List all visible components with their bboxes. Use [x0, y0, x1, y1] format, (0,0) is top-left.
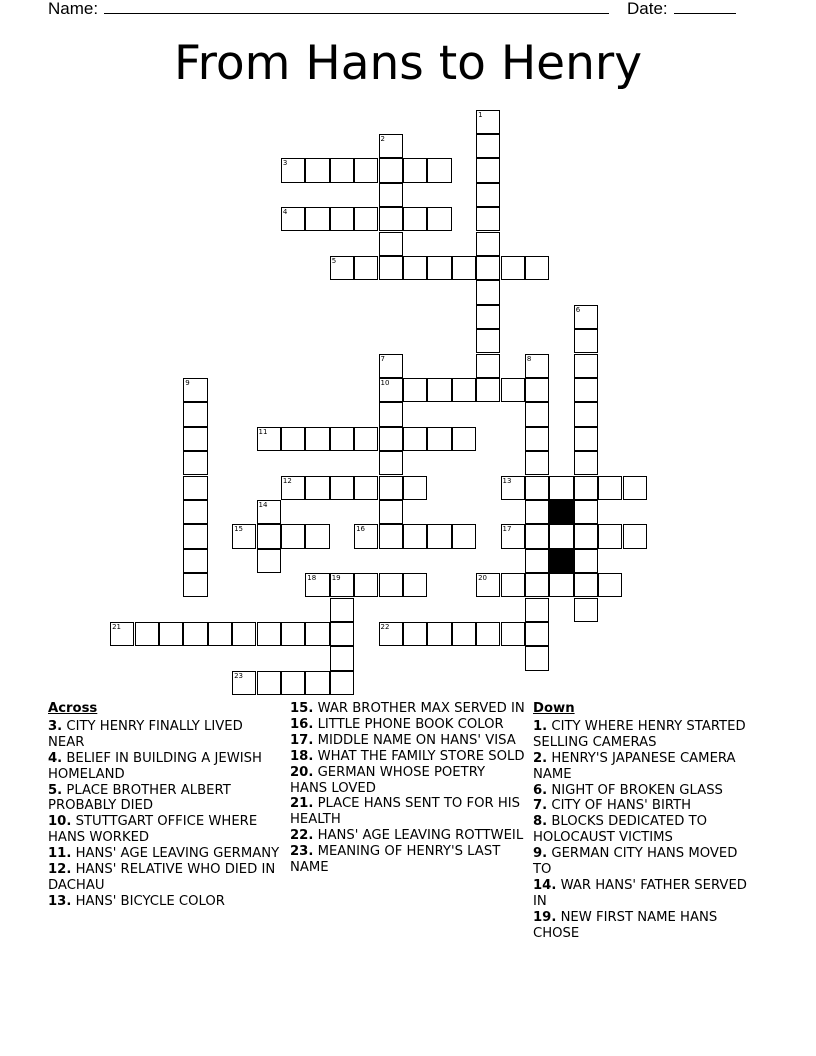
- clue-number: 5: [331, 256, 337, 265]
- grid-cell[interactable]: [183, 573, 207, 597]
- grid-cell[interactable]: [232, 622, 256, 646]
- clue-item: [533, 719, 758, 751]
- grid-cell[interactable]: [501, 573, 525, 597]
- clue-number: 8: [526, 354, 532, 363]
- grid-cell[interactable]: [427, 622, 451, 646]
- clue-number-label: 15.: [290, 701, 314, 716]
- grid-cell[interactable]: [281, 427, 305, 451]
- grid-cell[interactable]: [379, 622, 403, 646]
- clue-item: [533, 783, 758, 799]
- grid-cell[interactable]: [281, 207, 305, 231]
- clue-number: 7: [380, 354, 385, 363]
- clue-text: WAR HANS' FATHER SERVED IN: [533, 877, 747, 909]
- across-clues-col2: [290, 701, 525, 876]
- clue-number-label: 16.: [290, 716, 314, 732]
- grid-cell[interactable]: [525, 256, 549, 280]
- across-heading: Across: [48, 701, 98, 716]
- grid-cell[interactable]: [476, 305, 500, 329]
- grid-cell[interactable]: [623, 524, 647, 548]
- down-clues: [533, 701, 758, 942]
- grid-cell[interactable]: [183, 402, 207, 426]
- clue-number: 4: [282, 208, 288, 217]
- grid-cell[interactable]: [354, 256, 378, 280]
- grid-cell[interactable]: [183, 500, 207, 524]
- grid-cell[interactable]: [379, 573, 403, 597]
- clue-text: HANS' BICYCLE COLOR: [71, 893, 225, 909]
- clue-number-label: 23.: [290, 844, 314, 860]
- grid-cell[interactable]: [330, 598, 354, 622]
- clue-number: 12: [282, 476, 292, 485]
- clue-number: 17: [502, 525, 512, 534]
- grid-cell[interactable]: [379, 378, 403, 402]
- grid-cell[interactable]: [452, 524, 476, 548]
- name-label: Name:: [48, 0, 99, 18]
- grid-cell[interactable]: [525, 500, 549, 524]
- grid-cell[interactable]: [257, 524, 281, 548]
- grid-cell[interactable]: [574, 305, 598, 329]
- grid-cell[interactable]: [501, 476, 525, 500]
- grid-cell[interactable]: [623, 476, 647, 500]
- clue-number: 19: [331, 574, 341, 583]
- grid-cell[interactable]: [549, 476, 573, 500]
- grid-cell[interactable]: [257, 671, 281, 695]
- grid-cell[interactable]: [403, 524, 427, 548]
- clue-item: [48, 862, 283, 894]
- clue-text: WHAT THE FAMILY STORE SOLD: [313, 748, 525, 764]
- grid-cell[interactable]: [427, 207, 451, 231]
- clue-number-label: 22.: [290, 828, 314, 844]
- grid-cell[interactable]: [574, 598, 598, 622]
- grid-cell[interactable]: [403, 427, 427, 451]
- grid-cell[interactable]: [135, 622, 159, 646]
- clue-number-label: 1.: [533, 718, 548, 734]
- grid-cell[interactable]: [354, 476, 378, 500]
- across-clues-col1: [48, 701, 283, 910]
- grid-cell[interactable]: [354, 573, 378, 597]
- clue-text: HANS' RELATIVE WHO DIED IN DACHAU: [48, 862, 276, 893]
- clue-number: 22: [380, 622, 390, 631]
- clue-text: CITY OF HANS' BIRTH: [547, 798, 692, 814]
- grid-cell[interactable]: [330, 573, 354, 597]
- clue-number: 20: [478, 574, 488, 583]
- grid-cell[interactable]: [379, 524, 403, 548]
- grid-cell[interactable]: [379, 476, 403, 500]
- clue-number-label: 2.: [533, 750, 548, 766]
- blocked-cell: [549, 549, 573, 573]
- grid-cell[interactable]: [257, 622, 281, 646]
- clue-item: [48, 894, 283, 910]
- grid-cell[interactable]: [476, 573, 500, 597]
- grid-cell[interactable]: [525, 354, 549, 378]
- grid-cell[interactable]: [379, 232, 403, 256]
- grid-cell[interactable]: [330, 646, 354, 670]
- clue-item: [533, 846, 758, 878]
- clue-item: [533, 910, 758, 942]
- grid-cell[interactable]: [281, 524, 305, 548]
- clue-text: CITY WHERE HENRY STARTED SELLING CAMERAS: [533, 718, 746, 750]
- grid-cell[interactable]: [305, 427, 329, 451]
- grid-cell[interactable]: [281, 476, 305, 500]
- clue-number-label: 6.: [533, 782, 548, 798]
- grid-cell[interactable]: [427, 158, 451, 182]
- clue-number-label: 10.: [48, 814, 72, 830]
- clue-number-label: 11.: [48, 846, 72, 862]
- clue-number-label: 4.: [48, 750, 63, 766]
- clue-item: [290, 701, 525, 717]
- clue-text: MEANING OF HENRY'S LAST NAME: [290, 844, 501, 876]
- grid-cell[interactable]: [574, 378, 598, 402]
- grid-cell[interactable]: [501, 378, 525, 402]
- clue-item: [290, 717, 525, 733]
- clue-text: GERMAN CITY HANS MOVED TO: [533, 846, 738, 878]
- grid-cell[interactable]: [354, 524, 378, 548]
- clue-number-label: 7.: [533, 798, 548, 814]
- grid-cell[interactable]: [183, 622, 207, 646]
- grid-cell[interactable]: [476, 110, 500, 134]
- clue-item: [48, 751, 283, 783]
- clue-item: [290, 796, 525, 828]
- grid-cell[interactable]: [549, 573, 573, 597]
- grid-cell[interactable]: [476, 158, 500, 182]
- grid-cell[interactable]: [574, 427, 598, 451]
- clue-text: PLACE BROTHER ALBERT PROBABLY DIED: [48, 782, 231, 814]
- grid-cell[interactable]: [232, 524, 256, 548]
- grid-cell[interactable]: [574, 476, 598, 500]
- grid-cell[interactable]: [476, 280, 500, 304]
- clue-item: [533, 878, 758, 910]
- grid-cell[interactable]: [379, 183, 403, 207]
- clue-number: 14: [258, 500, 268, 509]
- grid-cell[interactable]: [281, 671, 305, 695]
- grid-cell[interactable]: [159, 622, 183, 646]
- grid-cell[interactable]: [403, 573, 427, 597]
- grid-cell[interactable]: [183, 378, 207, 402]
- grid-cell[interactable]: [427, 524, 451, 548]
- clue-number: 21: [112, 622, 122, 631]
- grid-cell[interactable]: [379, 256, 403, 280]
- clue-item: [48, 846, 283, 862]
- grid-cell[interactable]: [476, 256, 500, 280]
- grid-cell[interactable]: [574, 573, 598, 597]
- clue-number: 15: [234, 525, 244, 534]
- grid-cell[interactable]: [549, 524, 573, 548]
- grid-cell[interactable]: [525, 549, 549, 573]
- clue-text: CITY HENRY FINALLY LIVED NEAR: [48, 718, 243, 750]
- clue-number: 23: [234, 671, 244, 680]
- grid-cell[interactable]: [452, 427, 476, 451]
- down-heading: Down: [533, 701, 575, 716]
- grid-cell[interactable]: [476, 622, 500, 646]
- grid-cell[interactable]: [208, 622, 232, 646]
- grid-cell[interactable]: [183, 427, 207, 451]
- clue-text: NEW FIRST NAME HANS CHOSE: [533, 909, 718, 941]
- clue-text: STUTTGART OFFICE WHERE HANS WORKED: [48, 814, 258, 846]
- clue-text: NIGHT OF BROKEN GLASS: [547, 782, 723, 798]
- grid-cell[interactable]: [598, 476, 622, 500]
- clue-item: [48, 814, 283, 846]
- grid-cell[interactable]: [305, 573, 329, 597]
- clue-text: GERMAN WHOSE POETRY HANS LOVED: [290, 764, 486, 796]
- clue-item: [290, 749, 525, 765]
- grid-cell[interactable]: [525, 622, 549, 646]
- clue-item: [290, 844, 525, 876]
- grid-cell[interactable]: [183, 476, 207, 500]
- grid-cell[interactable]: [379, 158, 403, 182]
- clue-number-label: 12.: [48, 862, 72, 878]
- clue-number-label: 3.: [48, 718, 63, 734]
- grid-cell[interactable]: [476, 378, 500, 402]
- grid-cell[interactable]: [379, 207, 403, 231]
- grid-cell[interactable]: [379, 427, 403, 451]
- clue-text: BLOCKS DEDICATED TO HOLOCAUST VICTIMS: [533, 814, 708, 846]
- clue-text: PLACE HANS SENT TO FOR HIS HEALTH: [290, 796, 520, 828]
- blocked-cell: [549, 500, 573, 524]
- clue-item: [533, 814, 758, 846]
- grid-cell[interactable]: [379, 402, 403, 426]
- clue-number-label: 5.: [48, 782, 63, 798]
- clue-number: 3: [282, 159, 288, 168]
- grid-cell[interactable]: [598, 573, 622, 597]
- clue-text: LITTLE PHONE BOOK COLOR: [313, 716, 504, 732]
- grid-cell[interactable]: [525, 524, 549, 548]
- clue-number: 2: [380, 134, 385, 143]
- grid-cell[interactable]: [257, 500, 281, 524]
- grid-cell[interactable]: [501, 622, 525, 646]
- clue-text: WAR BROTHER MAX SERVED IN: [313, 701, 525, 716]
- grid-cell[interactable]: [574, 524, 598, 548]
- grid-cell[interactable]: [427, 378, 451, 402]
- grid-cell[interactable]: [330, 427, 354, 451]
- puzzle-title: From Hans to Henry: [173, 36, 643, 91]
- grid-cell[interactable]: [452, 256, 476, 280]
- grid-cell[interactable]: [232, 671, 256, 695]
- grid-cell[interactable]: [476, 354, 500, 378]
- date-label: Date:: [627, 0, 668, 18]
- grid-cell[interactable]: [476, 207, 500, 231]
- clue-number: 9: [185, 378, 190, 387]
- grid-cell[interactable]: [330, 207, 354, 231]
- grid-cell[interactable]: [501, 524, 525, 548]
- grid-cell[interactable]: [574, 500, 598, 524]
- grid-cell[interactable]: [427, 256, 451, 280]
- grid-cell[interactable]: [305, 622, 329, 646]
- grid-cell[interactable]: [305, 158, 329, 182]
- grid-cell[interactable]: [403, 622, 427, 646]
- grid-cell[interactable]: [183, 524, 207, 548]
- clue-item: [290, 765, 525, 797]
- grid-cell[interactable]: [403, 256, 427, 280]
- clue-number-label: 13.: [48, 893, 72, 909]
- grid-cell[interactable]: [330, 158, 354, 182]
- clue-number-label: 19.: [533, 909, 557, 925]
- clue-number: 18: [307, 574, 317, 583]
- clue-text: HANS' AGE LEAVING ROTTWEIL: [313, 828, 524, 844]
- grid-cell[interactable]: [525, 476, 549, 500]
- clue-number: 6: [575, 305, 581, 314]
- clue-item: [48, 719, 283, 751]
- grid-cell[interactable]: [305, 671, 329, 695]
- grid-cell[interactable]: [330, 671, 354, 695]
- grid-cell[interactable]: [476, 183, 500, 207]
- clue-text: HANS' AGE LEAVING GERMANY: [71, 846, 280, 862]
- clue-number: 11: [258, 427, 268, 436]
- grid-cell[interactable]: [427, 427, 451, 451]
- grid-cell[interactable]: [476, 134, 500, 158]
- clue-number-label: 14.: [533, 877, 557, 893]
- grid-cell[interactable]: [379, 354, 403, 378]
- grid-cell[interactable]: [574, 329, 598, 353]
- grid-cell[interactable]: [379, 134, 403, 158]
- clue-text: HENRY'S JAPANESE CAMERA NAME: [533, 750, 736, 782]
- clue-text: BELIEF IN BUILDING A JEWISH HOMELAND: [48, 750, 262, 782]
- clue-item: [290, 733, 525, 749]
- grid-cell[interactable]: [525, 598, 549, 622]
- grid-cell[interactable]: [476, 232, 500, 256]
- grid-cell[interactable]: [183, 549, 207, 573]
- clue-item: [290, 828, 525, 844]
- grid-cell[interactable]: [330, 476, 354, 500]
- grid-cell[interactable]: [476, 329, 500, 353]
- grid-cell[interactable]: [403, 476, 427, 500]
- grid-cell[interactable]: [525, 451, 549, 475]
- clue-number-label: 18.: [290, 748, 314, 764]
- grid-cell[interactable]: [110, 622, 134, 646]
- grid-cell[interactable]: [598, 524, 622, 548]
- clue-number: 13: [502, 476, 512, 485]
- grid-cell[interactable]: [525, 573, 549, 597]
- grid-cell[interactable]: [257, 427, 281, 451]
- grid-cell[interactable]: [403, 158, 427, 182]
- grid-cell[interactable]: [305, 476, 329, 500]
- grid-cell[interactable]: [379, 451, 403, 475]
- grid-cell[interactable]: [574, 354, 598, 378]
- clue-number-label: 8.: [533, 814, 548, 830]
- grid-cell[interactable]: [281, 158, 305, 182]
- grid-cell[interactable]: [501, 256, 525, 280]
- grid-cell[interactable]: [379, 500, 403, 524]
- grid-cell[interactable]: [305, 524, 329, 548]
- grid-cell[interactable]: [354, 427, 378, 451]
- grid-cell[interactable]: [403, 378, 427, 402]
- clue-number: 10: [380, 378, 390, 387]
- grid-cell[interactable]: [330, 622, 354, 646]
- grid-cell[interactable]: [525, 427, 549, 451]
- clue-item: [533, 798, 758, 814]
- clue-text: MIDDLE NAME ON HANS' VISA: [313, 732, 516, 748]
- grid-cell[interactable]: [183, 451, 207, 475]
- grid-cell[interactable]: [330, 256, 354, 280]
- grid-cell[interactable]: [305, 207, 329, 231]
- grid-cell[interactable]: [525, 402, 549, 426]
- grid-cell[interactable]: [574, 451, 598, 475]
- clue-number-label: 20.: [290, 764, 314, 780]
- clue-number: 16: [356, 525, 366, 534]
- clue-item: [48, 783, 283, 815]
- grid-cell[interactable]: [354, 207, 378, 231]
- clue-number-label: 17.: [290, 732, 314, 748]
- grid-cell[interactable]: [525, 378, 549, 402]
- grid-cell[interactable]: [281, 622, 305, 646]
- clue-item: [533, 751, 758, 783]
- grid-cell[interactable]: [354, 158, 378, 182]
- grid-cell[interactable]: [403, 207, 427, 231]
- clue-number: 1: [478, 110, 483, 119]
- grid-cell[interactable]: [452, 378, 476, 402]
- grid-cell[interactable]: [257, 549, 281, 573]
- grid-cell[interactable]: [525, 646, 549, 670]
- grid-cell[interactable]: [574, 402, 598, 426]
- clue-number-label: 21.: [290, 796, 314, 812]
- grid-cell[interactable]: [574, 549, 598, 573]
- clue-number-label: 9.: [533, 846, 548, 862]
- grid-cell[interactable]: [452, 622, 476, 646]
